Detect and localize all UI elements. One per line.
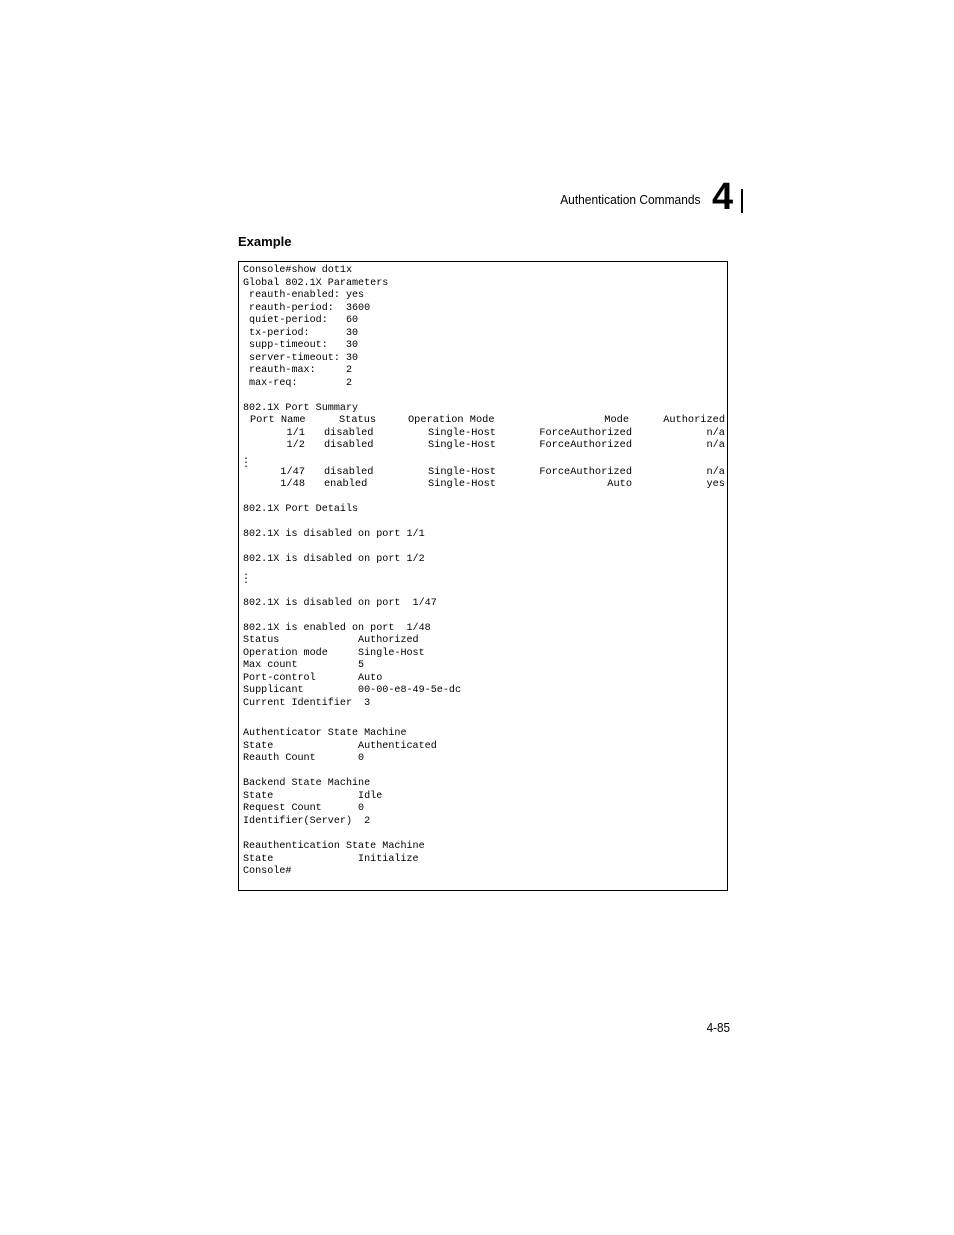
table-cell-authorized: n/a — [706, 426, 725, 439]
chapter-number: 4 — [712, 176, 734, 218]
table-cell-port: 1/48 — [280, 478, 305, 490]
chapter-divider — [741, 189, 743, 213]
table-cell-status: disabled — [324, 465, 374, 478]
table-cell-mode: ForceAuthorized — [539, 426, 632, 439]
table-cell-authorized: yes — [706, 478, 725, 490]
code-line: reauth-enabled: yes — [243, 289, 365, 301]
code-line: max-req: 2 — [243, 376, 353, 389]
ellipsis-vertical: . . . — [243, 568, 250, 587]
code-line: Console#show dot1x — [243, 264, 353, 276]
code-line: Global 802.1X Parameters — [243, 276, 389, 289]
code-line: quiet-period: 60 — [243, 314, 359, 326]
code-line: reauth-max: 2 — [243, 364, 353, 376]
code-line: Operation mode Single-Host — [243, 646, 425, 659]
ellipsis-vertical: . . . — [243, 452, 250, 471]
code-line: 802.1X is disabled on port 1/47 — [243, 597, 437, 609]
section-heading: Example — [238, 234, 292, 249]
code-line: Request Count 0 — [243, 802, 365, 814]
table-cell-status: enabled — [324, 478, 368, 490]
page-number: 4-85 — [706, 1020, 730, 1035]
code-line: State Idle — [243, 789, 383, 802]
code-line: supp-timeout: 30 — [243, 339, 359, 351]
table-cell-port: 1/2 — [286, 439, 305, 451]
code-line: Supplicant 00-00-e8-49-5e-dc — [243, 684, 462, 696]
code-line: Backend State Machine — [243, 777, 371, 789]
code-line: reauth-period: 3600 — [243, 301, 371, 314]
code-line: 802.1X Port Details — [243, 503, 359, 515]
table-cell-operation-mode: Single-Host — [428, 426, 496, 439]
code-line: Port-control Auto — [243, 671, 383, 684]
column-header-authorized: Authorized — [663, 414, 725, 426]
column-header-port-name: Port Name — [250, 414, 306, 426]
code-line: 802.1X is disabled on port 1/1 — [243, 528, 425, 540]
code-line: Authenticator State Machine — [243, 727, 407, 739]
table-cell-operation-mode: Single-Host — [428, 439, 496, 451]
code-line: Status Authorized — [243, 634, 419, 646]
code-line: Current Identifier 3 — [243, 696, 371, 709]
code-line: server-timeout: 30 — [243, 351, 359, 364]
code-line: State Authenticated — [243, 739, 437, 752]
code-line: 802.1X Port Summary — [243, 401, 359, 414]
code-line: 802.1X is enabled on port 1/48 — [243, 622, 431, 634]
code-line: Reauth Count 0 — [243, 752, 365, 764]
code-line: Console# — [243, 865, 292, 877]
table-cell-authorized: n/a — [706, 465, 725, 478]
table-cell-mode: Auto — [607, 478, 632, 490]
table-cell-port: 1/47 — [280, 465, 305, 478]
table-cell-status: disabled — [324, 439, 374, 451]
running-header-title: Authentication Commands — [559, 192, 700, 207]
code-line: tx-period: 30 — [243, 326, 359, 339]
table-cell-authorized: n/a — [706, 439, 725, 451]
code-line: 802.1X is disabled on port 1/2 — [243, 553, 425, 565]
code-line: Max count 5 — [243, 659, 365, 671]
column-header-mode: Mode — [604, 414, 629, 426]
console-output-box — [238, 261, 728, 891]
code-line: Identifier(Server) 2 — [243, 814, 371, 827]
table-cell-port: 1/1 — [286, 426, 305, 439]
column-header-status: Status — [339, 414, 377, 426]
code-line: State Initialize — [243, 852, 419, 865]
table-cell-status: disabled — [324, 426, 374, 439]
column-header-operation-mode: Operation Mode — [408, 414, 495, 426]
code-line: Reauthentication State Machine — [243, 840, 425, 852]
table-cell-operation-mode: Single-Host — [428, 478, 496, 490]
table-cell-operation-mode: Single-Host — [428, 465, 496, 478]
table-cell-mode: ForceAuthorized — [539, 439, 632, 451]
table-cell-mode: ForceAuthorized — [539, 465, 632, 478]
